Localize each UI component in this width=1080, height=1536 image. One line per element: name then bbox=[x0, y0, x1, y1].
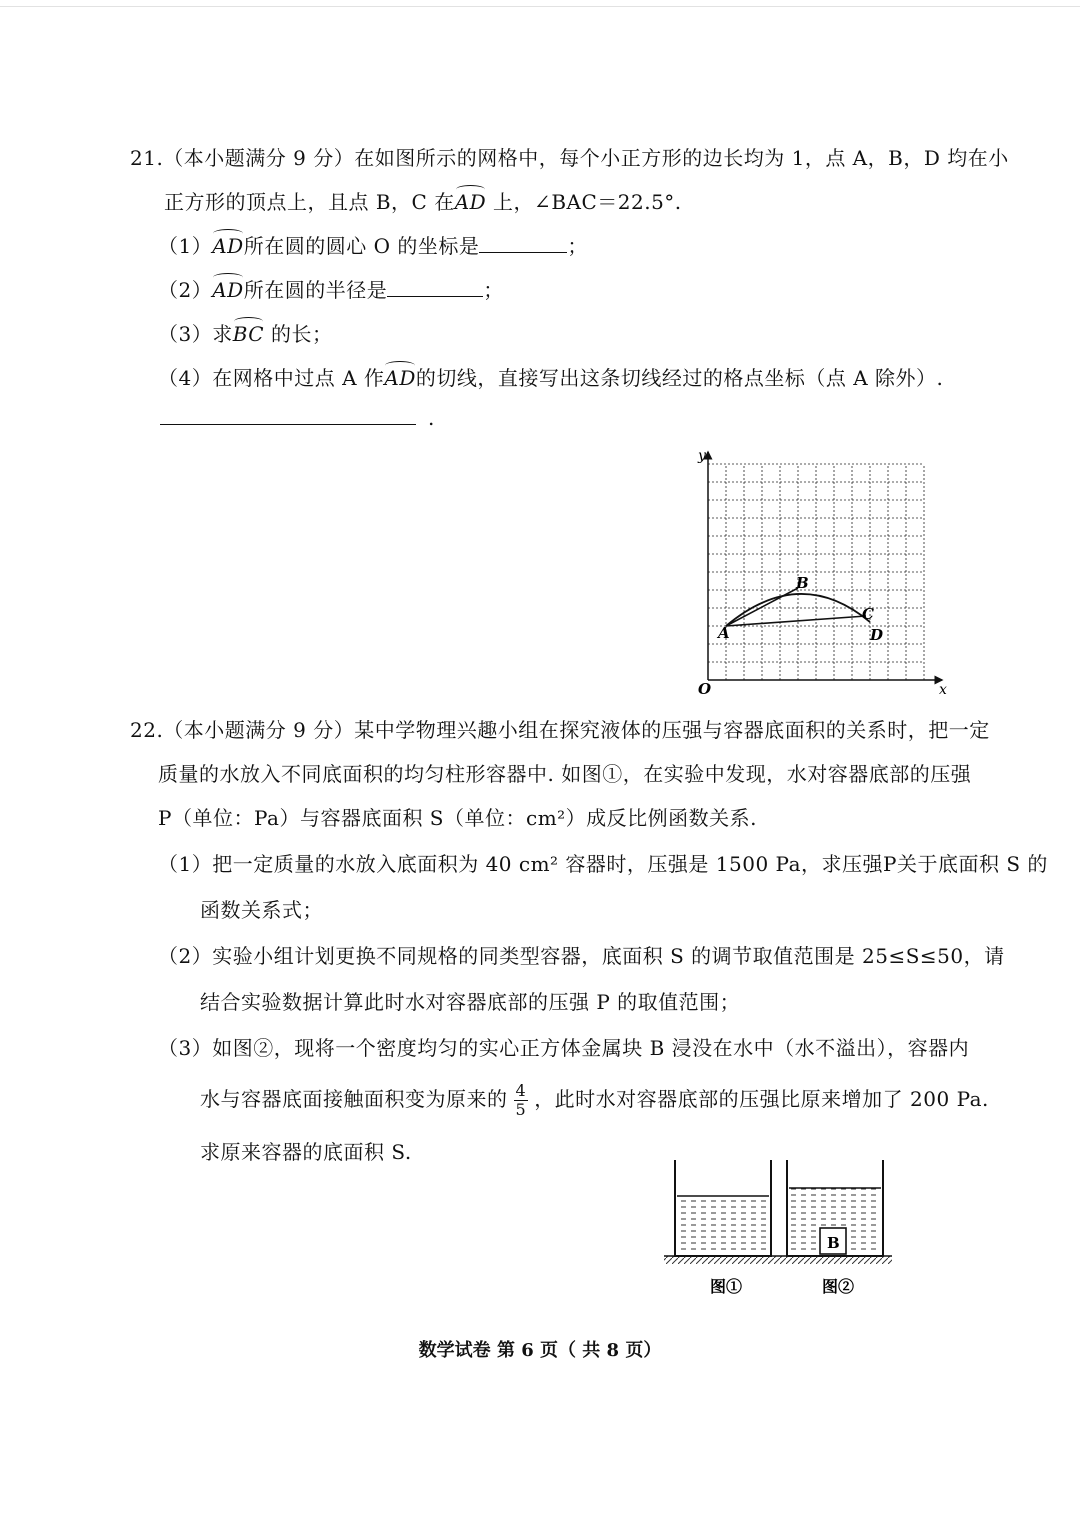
q21-part2-end: ； bbox=[483, 278, 504, 302]
page-footer: 数学试卷 第 6 页（ 共 8 页） bbox=[418, 1340, 662, 1361]
arc-ad-symbol: AD bbox=[384, 366, 416, 390]
arc-ad-symbol: AD bbox=[212, 278, 244, 302]
ground-hatch bbox=[664, 1256, 892, 1264]
q22-part1-line1: （1）把一定质量的水放入底面积为 40 cm² 容器时，压强是 1500 Pa，求压强P关于底面积 S 的 bbox=[158, 852, 1048, 876]
q21-part1-text: 所在圆的圆心 O 的坐标是 bbox=[243, 234, 480, 258]
y-axis-label: y bbox=[698, 448, 706, 464]
point-a-label: A bbox=[718, 624, 730, 642]
q22-line1: 22.（本小题满分 9 分）某中学物理兴趣小组在探究液体的压强与容器底面积的关系时，把一定 bbox=[130, 718, 990, 742]
q22-line3: P（单位：Pa）与容器底面积 S（单位：cm²）成反比例函数关系. bbox=[158, 806, 758, 830]
point-b-label: B bbox=[796, 574, 809, 592]
q21-part3-text-a: （3）求 bbox=[158, 322, 233, 346]
q21-part1 bbox=[158, 232, 588, 260]
q21-part2-text: 所在圆的半径是 bbox=[243, 278, 388, 302]
answer-blank-1[interactable] bbox=[479, 232, 567, 253]
answer-blank-4[interactable] bbox=[160, 404, 416, 425]
q22-part3-line2-text-a: 水与容器底面接触面积变为原来的 bbox=[200, 1087, 508, 1111]
point-c-label: C bbox=[862, 605, 874, 623]
fraction-denominator: 5 bbox=[515, 1100, 527, 1119]
q21-part3 bbox=[158, 320, 332, 348]
fraction-four-fifths bbox=[514, 1082, 529, 1119]
water-fill-1 bbox=[677, 1196, 769, 1254]
point-d-label: D bbox=[870, 626, 884, 644]
figure22-containers-diagram bbox=[660, 1156, 900, 1304]
top-edge-line bbox=[0, 6, 1080, 7]
q21-part1-end: ； bbox=[567, 234, 588, 258]
q21-part4-text-a: （4）在网格中过点 A 作 bbox=[158, 366, 385, 390]
figure1-label: 图① bbox=[710, 1277, 743, 1296]
q22-part2-line2: 结合实验数据计算此时水对容器底部的压强 P 的取值范围； bbox=[200, 990, 741, 1014]
q22-part1-line2: 函数关系式； bbox=[200, 898, 323, 922]
grid-lines bbox=[708, 464, 924, 680]
segment-ab bbox=[726, 588, 798, 626]
figure21-grid-diagram bbox=[690, 444, 950, 700]
answer-blank-2[interactable] bbox=[387, 276, 483, 297]
arc-ad-symbol: AD bbox=[212, 234, 244, 258]
q21-line2-text-b: 上，∠BAC＝22.5°. bbox=[486, 190, 682, 214]
q21-part2 bbox=[158, 276, 504, 304]
origin-label: O bbox=[698, 680, 712, 698]
q21-line2-text-a: 正方形的顶点上，且点 B，C 在 bbox=[164, 190, 455, 214]
block-label: B bbox=[827, 1234, 840, 1252]
q21-line2 bbox=[164, 188, 682, 216]
fraction-numerator: 4 bbox=[515, 1081, 527, 1100]
x-axis-label: x bbox=[939, 682, 947, 698]
q22-part3-line1: （3）如图②，现将一个密度均匀的实心正方体金属块 B 浸没在水中（水不溢出），容器内 bbox=[158, 1036, 970, 1060]
arc-ad-symbol: AD bbox=[454, 190, 487, 214]
segment-ac bbox=[726, 616, 866, 626]
q21-part4-end: . bbox=[428, 406, 435, 430]
q21-part4 bbox=[158, 364, 943, 392]
arc-bc-symbol: BC bbox=[232, 322, 265, 346]
q21-line1: 21.（本小题满分 9 分）在如图所示的网格中，每个小正方形的边长均为 1，点 A，B，D 均在小 bbox=[130, 146, 1009, 170]
q21-part1-number: （1） bbox=[158, 234, 213, 258]
q22-part3-line2 bbox=[200, 1082, 989, 1119]
q22-part3-line2-text-b: ，此时水对容器底部的压强比原来增加了 200 Pa. bbox=[534, 1087, 989, 1111]
figure2-label: 图② bbox=[822, 1277, 855, 1296]
q22-part3-line3: 求原来容器的底面积 S. bbox=[200, 1140, 412, 1164]
q21-part4-answer bbox=[160, 404, 435, 432]
q21-part3-text-b: 的长； bbox=[264, 322, 333, 346]
q22-line2: 质量的水放入不同底面积的均匀柱形容器中. 如图①，在实验中发现，水对容器底部的压强 bbox=[158, 762, 972, 786]
q22-part2-line1: （2）实验小组计划更换不同规格的同类型容器，底面积 S 的调节取值范围是 25≤S≤50，请 bbox=[158, 944, 1005, 968]
q21-part2-number: （2） bbox=[158, 278, 213, 302]
q21-part4-text-b: 的切线，直接写出这条切线经过的格点坐标（点 A 除外）. bbox=[415, 366, 944, 390]
